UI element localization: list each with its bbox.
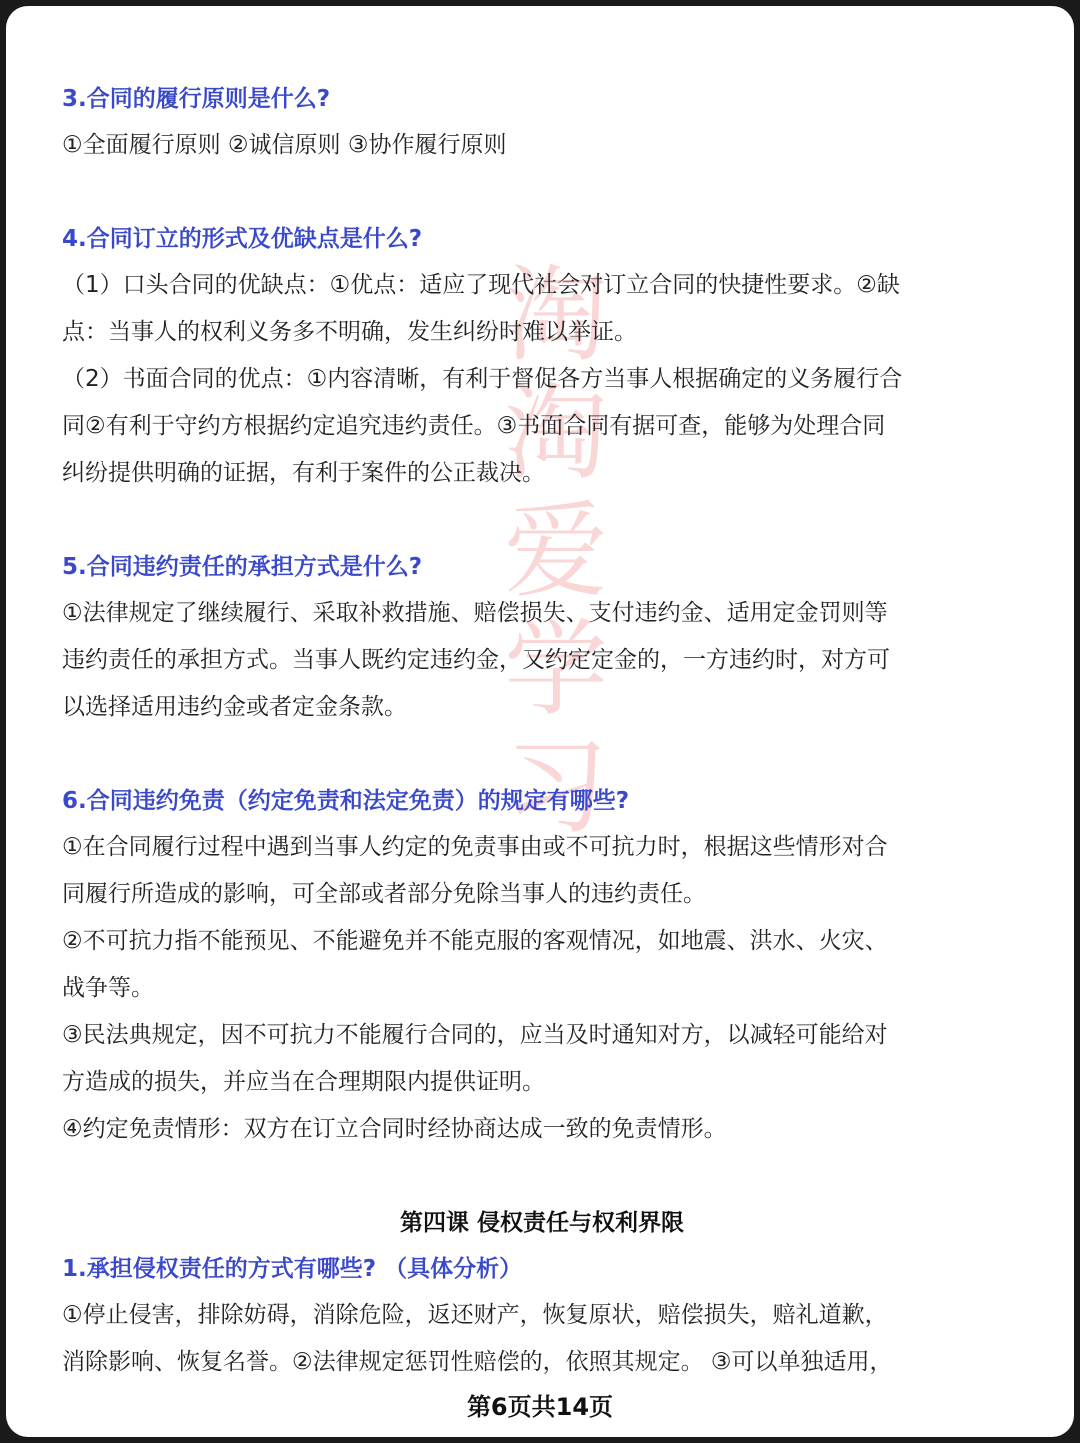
body-line: 同履行所造成的影响，可全部或者部分免除当事人的违约责任。 xyxy=(62,881,706,907)
body-line: 战争等。 xyxy=(62,975,154,1001)
section-q3 xyxy=(62,76,1022,169)
watermark-char: 爱 xyxy=(503,490,608,612)
body-line: 纠纷提供明确的证据，有利于案件的公正裁决。 xyxy=(62,460,545,486)
body-line: ①法律规定了继续履行、采取补救措施、赔偿损失、支付违约金、适用定金罚则等 xyxy=(62,600,888,626)
watermark-char: 学 xyxy=(503,608,608,730)
body-line: ④约定免责情形：双方在订立合同时经协商达成一致的免责情形。 xyxy=(62,1116,727,1142)
section-q6 xyxy=(62,778,1022,1153)
question-heading: 6.合同违约免责（约定免责和法定免责）的规定有哪些? xyxy=(62,788,630,814)
question-heading: 5.合同违约责任的承担方式是什么? xyxy=(62,554,423,580)
body-line: ①停止侵害，排除妨碍，消除危险，返还财产，恢复原状，赔偿损失，赔礼道歉， xyxy=(62,1302,888,1328)
question-heading: 3.合同的履行原则是什么? xyxy=(62,86,331,112)
question-heading: 1.承担侵权责任的方式有哪些? （具体分析） xyxy=(62,1256,523,1282)
section-q4 xyxy=(62,216,1022,497)
body-line: ②不可抗力指不能预见、不能避免并不能克服的客观情况，如地震、洪水、火灾、 xyxy=(62,928,888,954)
body-line: 消除影响、恢复名誉。②法律规定惩罚性赔偿的，依照其规定。 ③可以单独适用， xyxy=(62,1349,893,1375)
page-number: 第6页共14页 xyxy=(466,1393,614,1421)
document-page xyxy=(6,6,1074,1437)
body-line: 违约责任的承担方式。当事人既约定违约金，又约定定金的，一方违约时，对方可 xyxy=(62,647,890,673)
body-line: ①全面履行原则 ②诚信原则 ③协作履行原则 xyxy=(62,132,507,158)
body-line: ①在合同履行过程中遇到当事人约定的免责事由或不可抗力时，根据这些情形对合 xyxy=(62,834,888,860)
watermark-char: 习 xyxy=(503,726,608,848)
body-line: 同②有利于守约方根据约定追究违约责任。③书面合同有据可查，能够为处理合同 xyxy=(62,413,886,439)
section-q5 xyxy=(62,544,1022,731)
body-line: 以选择适用违约金或者定金条款。 xyxy=(62,694,407,720)
body-line: （1）口头合同的优缺点：①优点：适应了现代社会对订立合同的快捷性要求。②缺 xyxy=(62,272,900,298)
body-line: 点：当事人的权利义务多不明确，发生纠纷时难以举证。 xyxy=(62,319,637,345)
watermark-char: 淘 xyxy=(503,254,608,376)
question-heading: 4.合同订立的形式及优缺点是什么? xyxy=(62,226,423,252)
body-line: ③民法典规定，因不可抗力不能履行合同的，应当及时通知对方，以减轻可能给对 xyxy=(62,1022,888,1048)
section-lesson4-q1 xyxy=(62,1246,1022,1386)
lesson-title: 第四课 侵权责任与权利界限 xyxy=(399,1210,684,1236)
document-content xyxy=(62,76,1022,1386)
watermark-char: 淘 xyxy=(503,372,608,494)
body-line: 方造成的损失，并应当在合理期限内提供证明。 xyxy=(62,1069,545,1095)
body-line: （2）书面合同的优点：①内容清晰，有利于督促各方当事人根据确定的义务履行合 xyxy=(62,366,903,392)
